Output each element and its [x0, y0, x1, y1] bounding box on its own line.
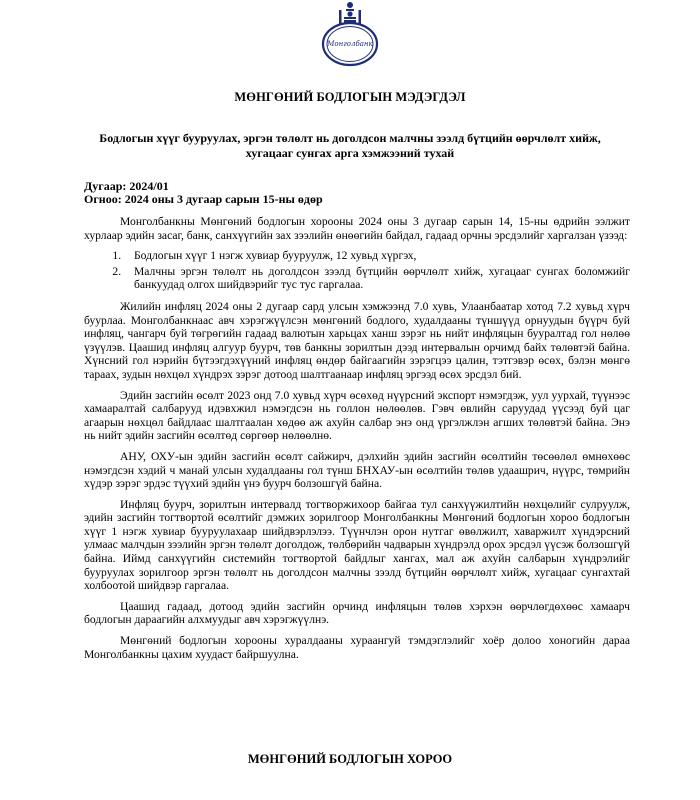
decision-item: 2. Малчны эргэн төлөлт нь доголдсон зээлд бүтцийн өөрчлөлт хийж, хугацааг сунгах боломжийг банкуудад олгох шийдвэрийг тус тус гаргалаа.: [124, 265, 630, 292]
subject-line-2: хугацааг сунгах арга хэмжээний тухай: [245, 146, 455, 160]
minutes-paragraph: Мөнгөний бодлогын хорооны хуралдааны хураангуй тэмдэглэлийг хоёр долоо хоногийн дараа Монголбанкны цахим хуудаст байршуулна.: [84, 634, 630, 661]
external-paragraph: АНУ, ОХУ-ын эдийн засгийн өсөлт сайжирч, дэлхийн эдийн засгийн өсөлтийн төсөөлөл өмнөхөөс нэмэгдсэн хэдий ч манай улсын худалдааны гол түнш БНХАУ-ын өсөлтийн төлөв удаашрич, нүүрс, төмрийн хүдэр зэрэг эрдэс түүхий эдийн үнэ буурч болзошгүй байна.: [84, 449, 630, 491]
document-title: МӨНГӨНИЙ БОДЛОГЫН МЭДЭГДЭЛ: [234, 90, 466, 104]
document-date: Огноо: 2024 оны 3 дугаар сарын 15-ны өдөр: [84, 192, 323, 206]
mongolbank-logo: [306, 0, 394, 68]
decision-rationale-paragraph: Инфляц буурч, зорилтын интервалд тогтворжихоор байгаа тул санхүүжилтийн нөхцөлийг сулруулж, эдийн засгийн тогтвортой өсөлтийг дэмжих зорилгоор Монголбанкны Мөнгөний бодлогын хороо бодлогын хүүг 1 нэгж хувиар бууруулахаар шийдвэрлэлээ. Түүнчлэн орон нутгаг өвөлжилт, хаваржилт хүндэрсний улмаас малчдын зээлийн эргэн төлөлт доголдож, төлбөрийн чадварын хүндрэлд орох эрсдэл үүсэж болзошгүй байна. Иймд санхүүгийн системийн тогтвортой байдлыг хангах, мал аж ахуйн салбарын хүндрэлийг бууруулах зорилгоор эргэн төлөлт нь доголдсон малчны зээлд бүтцийн өөрчлөлт хийж, хугацааг сунгахтай холбоотой шийдвэр гаргалаа.: [84, 497, 630, 593]
decision-list: [84, 249, 630, 292]
svg-text:Монголбанк: Монголбанк: [327, 40, 373, 48]
intro-paragraph: Монголбанкны Мөнгөний бодлогын хорооны 2024 оны 3 дугаар сарын 14, 15-ны өдрийн ээлжит хурлаар эдийн засаг, банк, санхүүгийн зах зээлийн өнөөгийн байдал, гадаад орчны эрсдэлийг харгалзан үзээд:: [84, 215, 630, 242]
outlook-paragraph: Цаашид гадаад, дотоод эдийн засгийн орчинд инфляцын төлөв хэрхэн өөрчлөгдөхөөс хамаарч бодлогын дараагийн алхмуудыг авч хэрэгжүүлнэ.: [84, 599, 630, 627]
document-number: Дугаар: 2024/01: [84, 179, 169, 193]
document-meta: [84, 180, 323, 206]
decision-item: 1. Бодлогын хүүг 1 нэгж хувиар бууруулж, 12 хувьд хүргэх,: [124, 249, 630, 263]
document-body: [84, 215, 630, 668]
inflation-paragraph: Жилийн инфляц 2024 оны 2 дугаар сард улсын хэмжээнд 7.0 хувь, Улаанбаатар хотод 7.2 хувьд хүрч буурлаа. Монголбанкнаас авч хэрэгжүүлсэн мөнгөний бодлого, худалдааны түншүүд орнуудын бүүрч буй инфляц, чангарч буй төгрөгийн гадаад валютын харьцах ханш зэрэг нь нийт инфляцын бууралтад гол нөлөө үзүүлэв. Цаашид инфляц алгуур буурч, төв банкны зорилтын дээд интервалын орчимд байх төлөвтэй байна. Хүнсний гол нэрийн бүтээгдэхүүний инфляц өндөр байгаагийн зэрэгцээ цалин, тэтгэвэр өсөх, бэлэн мөнгө тараах, зудын нөхцөл хүндрэх зэрэг дотоод шалтгаанаар инфляц эргээд өсөх эрсдэл бий.: [84, 299, 630, 381]
committee-signature: МӨНГӨНИЙ БОДЛОГЫН ХОРОО: [247, 752, 453, 766]
growth-paragraph: Эдийн засгийн өсөлт 2023 онд 7.0 хувьд хүрч өсөхөд нүүрсний экспорт нэмэгдэж, уул уурхай, түүнээс хамааралтай салбарууд идэвхжил нэмэгдсэн нь голлон нөлөөлөв. Гэвч өвлийн саруудад үүсээд буй цаг агаарын нөхцөл байдлаас шалтгаалан хөдөө аж ахуйн салбар энэ онд үргэлжлэн агших төлөвтэй байна. Энэ нь нийт эдийн засгийн өсөлтөд сөргөөр нөлөөлнө.: [84, 388, 630, 443]
document-subject: [60, 131, 640, 161]
subject-line-1: Бодлогын хүүг бууруулах, эргэн төлөлт нь доголдсон малчны зээлд бүтцийн өөрчлөлт хийж,: [99, 131, 601, 145]
